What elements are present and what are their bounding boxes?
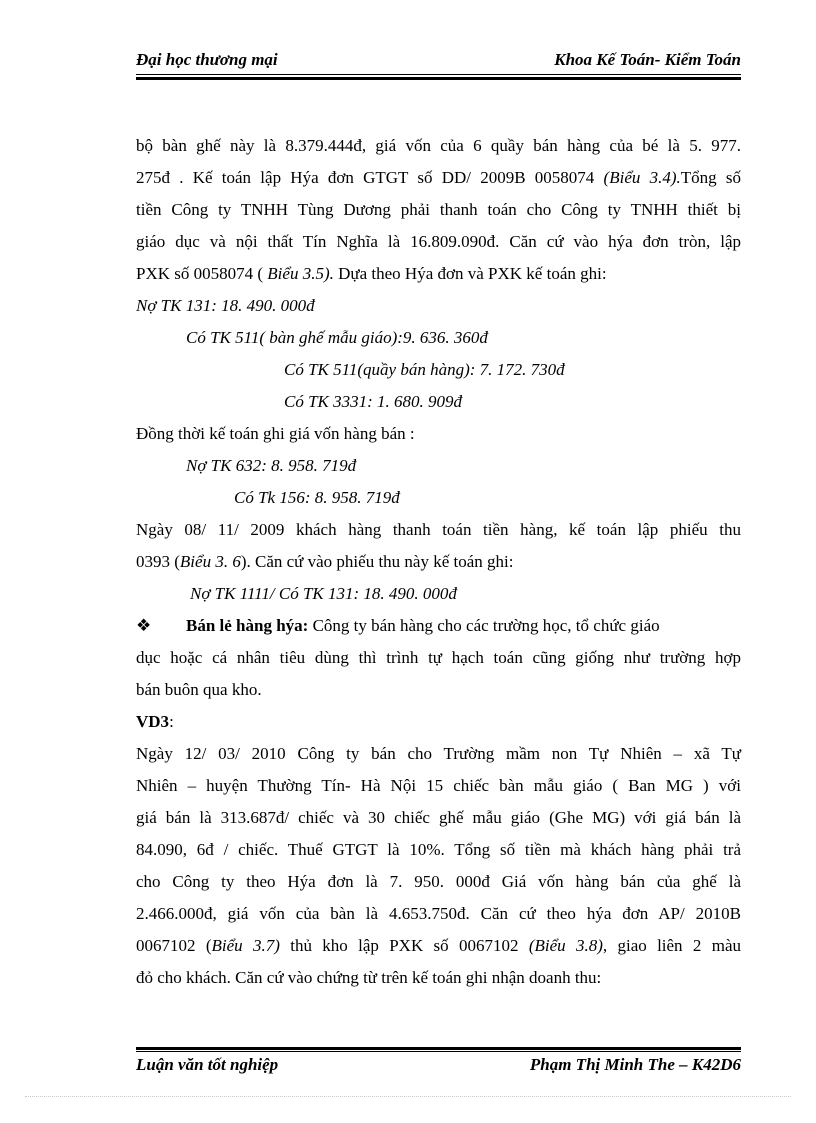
text-line: 275đ . Kế toán lập Hýa đơn GTGT số DD/ 2009B 0058074 (Biểu 3.4).Tổng số <box>136 168 742 187</box>
ref-bieu-3-6: Biểu 3. 6 <box>179 552 241 571</box>
text-line: cho Công ty theo Hýa đơn là 7. 950. 000đ Giá vốn hàng bán của ghế là <box>136 872 741 891</box>
header-faculty: Khoa Kế Toán- Kiểm Toán <box>554 50 741 69</box>
text-line: Nhiên – huyện Thường Tín- Hà Nội 15 chiếc bàn mẫu giáo ( Ban MG ) với <box>136 776 741 795</box>
page-break-line <box>25 1096 791 1097</box>
text-line: 2.466.000đ, giá vốn của bàn là 4.653.750đ. Căn cứ theo hýa đơn AP/ 2010B <box>136 904 741 923</box>
journal-entry: Nợ TK 632: 8. 958. 719đ <box>186 456 357 475</box>
text-line: giáo dục và nội thất Tín Nghĩa là 16.809.090đ. Căn cứ vào hýa đơn tròn, lập <box>136 232 741 251</box>
page-header <box>136 50 741 72</box>
text-line: bán buôn qua kho. <box>136 680 262 699</box>
text-line: Ngày 08/ 11/ 2009 khách hàng thanh toán tiền hàng, kế toán lập phiếu thu <box>136 520 741 539</box>
journal-entry: Có TK 511( bàn ghế mẫu giáo):9. 636. 360đ <box>186 328 488 347</box>
bullet-line: ❖ Bán lẻ hàng hýa: Công ty bán hàng cho các trường học, tổ chức giáo <box>136 610 741 642</box>
ref-bieu-3-8: (Biểu 3.8) <box>528 936 603 955</box>
page-footer <box>136 1055 741 1077</box>
footer-rule-thin <box>136 1051 741 1052</box>
ref-bieu-3-7: Biểu 3.7) <box>211 936 280 955</box>
header-rule-thick <box>136 77 741 80</box>
text-line: đỏ cho khách. Căn cứ vào chứng từ trên kế toán ghi nhận doanh thu: <box>136 968 602 987</box>
text-line: 84.090, 6đ / chiếc. Thuế GTGT là 10%. Tổng số tiền mà khách hàng phải trả <box>136 840 741 859</box>
text-line: dục hoặc cá nhân tiêu dùng thì trình tự hạch toán cũng giống như trường hợp <box>136 648 741 667</box>
footer-author: Phạm Thị Minh The – K42D6 <box>529 1055 741 1074</box>
text-line: giá bán là 313.687đ/ chiếc và 30 chiếc ghế mẫu giáo (Ghe MG) với giá bán là <box>136 808 741 827</box>
text-line: 0067102 (Biểu 3.7) thủ kho lập PXK số 0067102 (Biểu 3.8), giao liên 2 màu <box>136 936 741 955</box>
ref-bieu-3-5: Biểu 3.5). <box>267 264 334 283</box>
header-rule-thin <box>136 74 741 75</box>
text-line: Ngày 12/ 03/ 2010 Công ty bán cho Trường mầm non Tự Nhiên – xã Tự <box>136 744 741 763</box>
example-heading: VD3: <box>136 712 174 731</box>
diamond-bullet-icon: ❖ <box>136 616 152 635</box>
journal-entry: Có Tk 156: 8. 958. 719đ <box>234 488 400 507</box>
text-line: tiền Công ty TNHH Tùng Dương phải thanh toán cho Công ty TNHH thiết bị <box>136 200 741 219</box>
text-line: Đồng thời kế toán ghi giá vốn hàng bán : <box>136 424 415 443</box>
text-line: 0393 (Biểu 3. 6). Căn cứ vào phiếu thu này kế toán ghi: <box>136 552 514 571</box>
journal-entry: Có TK 3331: 1. 680. 909đ <box>284 392 463 411</box>
text-line: PXK số 0058074 ( Biểu 3.5). Dựa theo Hýa đơn và PXK kế toán ghi: <box>136 264 607 283</box>
journal-entry: Có TK 511(quầy bán hàng): 7. 172. 730đ <box>284 360 565 379</box>
footer-rule-thick <box>136 1047 741 1050</box>
text-line: bộ bàn ghế này là 8.379.444đ, giá vốn của 6 quầy bán hàng của bé là 5. 977. <box>136 136 741 155</box>
header-university: Đại học thương mại <box>136 50 278 69</box>
ref-bieu-3-4: (Biểu 3.4). <box>603 168 681 187</box>
section-heading: Bán lẻ hàng hýa: <box>186 616 309 635</box>
journal-entry: Nợ TK 131: 18. 490. 000đ <box>136 296 315 315</box>
document-body <box>136 130 741 994</box>
footer-thesis: Luận văn tốt nghiệp <box>136 1055 279 1074</box>
journal-entry: Nợ TK 1111/ Có TK 131: 18. 490. 000đ <box>190 584 457 603</box>
